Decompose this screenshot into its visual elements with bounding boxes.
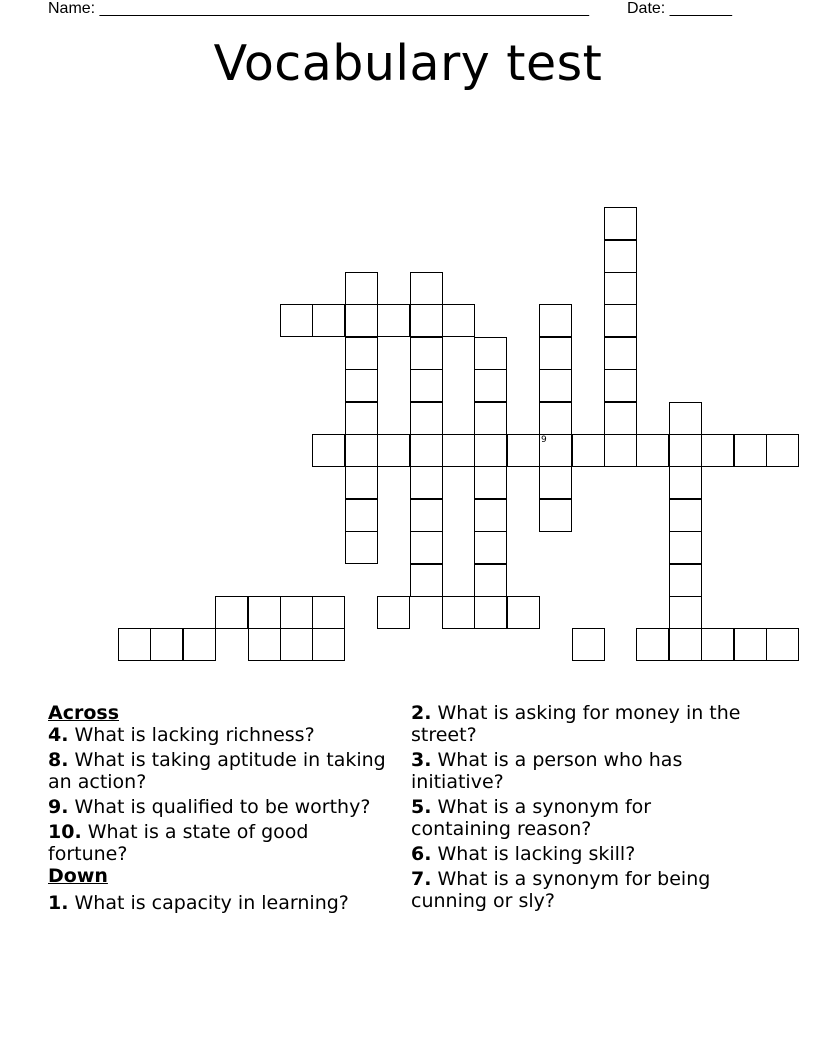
- clue-number: 3.: [411, 749, 432, 771]
- clue-across-8: [48, 749, 388, 793]
- crossword-cell[interactable]: [410, 564, 443, 597]
- clue-number: 7.: [411, 868, 432, 890]
- crossword-cell[interactable]: [734, 628, 767, 661]
- crossword-cell[interactable]: [410, 499, 443, 532]
- crossword-cell[interactable]: [539, 466, 572, 499]
- crossword-cell[interactable]: [539, 369, 572, 402]
- clue-number: 10.: [48, 821, 82, 843]
- clue-across-4: [48, 724, 388, 746]
- crossword-cell[interactable]: [474, 499, 507, 532]
- name-field-label: Name: _______________________________________________________: [48, 0, 589, 17]
- crossword-cell[interactable]: [312, 596, 345, 629]
- crossword-cell[interactable]: [572, 628, 605, 661]
- crossword-cell[interactable]: [345, 434, 378, 467]
- crossword-cell[interactable]: [604, 207, 637, 240]
- crossword-cell[interactable]: [345, 531, 378, 564]
- crossword-cell[interactable]: [474, 596, 507, 629]
- crossword-cell[interactable]: [766, 434, 799, 467]
- crossword-cell[interactable]: [507, 434, 540, 467]
- crossword-cell[interactable]: [539, 402, 572, 435]
- crossword-cell[interactable]: [507, 596, 540, 629]
- crossword-cell[interactable]: [410, 434, 443, 467]
- crossword-cell[interactable]: [345, 272, 378, 305]
- crossword-cell[interactable]: [604, 272, 637, 305]
- clue-down-7: [411, 868, 751, 912]
- crossword-cell[interactable]: [248, 628, 281, 661]
- crossword-cell[interactable]: [474, 337, 507, 370]
- crossword-cell[interactable]: [604, 369, 637, 402]
- crossword-cell[interactable]: [280, 596, 313, 629]
- crossword-cell[interactable]: [669, 596, 702, 629]
- clue-down-3: [411, 749, 751, 793]
- crossword-cell[interactable]: [312, 434, 345, 467]
- crossword-cell[interactable]: [345, 337, 378, 370]
- crossword-cell[interactable]: [474, 434, 507, 467]
- crossword-cell[interactable]: [410, 531, 443, 564]
- crossword-cell[interactable]: [377, 596, 410, 629]
- crossword-cell[interactable]: [766, 628, 799, 661]
- crossword-cell[interactable]: [604, 402, 637, 435]
- clue-text: What is lacking skill?: [431, 843, 636, 865]
- crossword-cell[interactable]: [701, 628, 734, 661]
- crossword-cell[interactable]: [669, 628, 702, 661]
- crossword-cell[interactable]: [215, 596, 248, 629]
- page-title: Vocabulary test: [213, 35, 603, 92]
- crossword-cell[interactable]: [442, 596, 475, 629]
- clue-number: 6.: [411, 843, 432, 865]
- crossword-cell[interactable]: [539, 499, 572, 532]
- clue-down-5: [411, 796, 751, 840]
- crossword-cell[interactable]: [734, 434, 767, 467]
- crossword-cell[interactable]: [410, 466, 443, 499]
- clue-text: What is taking aptitude in taking an action?: [48, 749, 386, 793]
- clue-text: What is a synonym for containing reason?: [411, 796, 652, 840]
- clue-text: What is capacity in learning?: [68, 892, 349, 914]
- crossword-cell[interactable]: [410, 402, 443, 435]
- across-clue-list: [48, 724, 388, 865]
- clues-left-column: [48, 702, 388, 917]
- crossword-cell[interactable]: [669, 402, 702, 435]
- crossword-cell[interactable]: [345, 466, 378, 499]
- clue-down-2: [411, 702, 751, 746]
- clue-across-10: [48, 821, 388, 865]
- crossword-cell[interactable]: [345, 402, 378, 435]
- crossword-cell[interactable]: [474, 402, 507, 435]
- crossword-cell[interactable]: [248, 596, 281, 629]
- crossword-cell[interactable]: [345, 304, 378, 337]
- crossword-cell[interactable]: [410, 272, 443, 305]
- crossword-cell[interactable]: [636, 434, 669, 467]
- clue-text: What is a state of good fortune?: [48, 821, 309, 865]
- crossword-cell[interactable]: [474, 466, 507, 499]
- clue-text: What is a person who has initiative?: [411, 749, 683, 793]
- crossword-cell[interactable]: [636, 628, 669, 661]
- crossword-cell[interactable]: [280, 304, 313, 337]
- crossword-cell[interactable]: [410, 337, 443, 370]
- crossword-cell[interactable]: [669, 531, 702, 564]
- crossword-cell[interactable]: [442, 434, 475, 467]
- crossword-cell[interactable]: [410, 369, 443, 402]
- crossword-cell[interactable]: [345, 499, 378, 532]
- crossword-cell[interactable]: [280, 628, 313, 661]
- crossword-cell[interactable]: [442, 304, 475, 337]
- crossword-cell[interactable]: [345, 369, 378, 402]
- clue-text: What is lacking richness?: [68, 724, 315, 746]
- clue-number: 2.: [411, 702, 432, 724]
- clue-down-6: [411, 843, 751, 865]
- crossword-cell[interactable]: [474, 564, 507, 597]
- crossword-cell[interactable]: [539, 304, 572, 337]
- crossword-cell[interactable]: [572, 434, 605, 467]
- clue-down-1: [48, 892, 388, 914]
- crossword-cell[interactable]: [539, 337, 572, 370]
- crossword-cell[interactable]: [474, 369, 507, 402]
- down-heading: Down: [48, 865, 108, 887]
- clue-across-9: [48, 796, 388, 818]
- crossword-cell[interactable]: [669, 564, 702, 597]
- crossword-cell[interactable]: [312, 304, 345, 337]
- crossword-cell[interactable]: [604, 240, 637, 273]
- crossword-cell[interactable]: [539, 434, 572, 467]
- clue-number: 4.: [48, 724, 69, 746]
- clue-text: What is asking for money in the street?: [411, 702, 741, 746]
- crossword-cell[interactable]: [669, 466, 702, 499]
- crossword-cell[interactable]: [701, 434, 734, 467]
- crossword-cell[interactable]: [474, 531, 507, 564]
- clue-number: 1.: [48, 892, 69, 914]
- clue-text: What is a synonym for being cunning or sly?: [411, 868, 711, 912]
- clue-number: 8.: [48, 749, 69, 771]
- crossword-cell[interactable]: [410, 304, 443, 337]
- crossword-cell[interactable]: [377, 434, 410, 467]
- clue-number-label: 9: [541, 435, 547, 445]
- clues-right-column: [411, 702, 751, 915]
- clue-text: What is qualified to be worthy?: [68, 796, 371, 818]
- crossword-cell[interactable]: [669, 434, 702, 467]
- crossword-cell[interactable]: [150, 628, 183, 661]
- clue-number: 9.: [48, 796, 69, 818]
- date-field-label: Date: _______: [627, 0, 732, 17]
- crossword-cell[interactable]: [604, 434, 637, 467]
- clue-number: 5.: [411, 796, 432, 818]
- crossword-cell[interactable]: [604, 337, 637, 370]
- crossword-cell[interactable]: [118, 628, 151, 661]
- crossword-cell[interactable]: [669, 499, 702, 532]
- crossword-cell[interactable]: [604, 304, 637, 337]
- crossword-cell[interactable]: [183, 628, 216, 661]
- across-heading: Across: [48, 702, 120, 724]
- crossword-cell[interactable]: [312, 628, 345, 661]
- crossword-cell[interactable]: [377, 304, 410, 337]
